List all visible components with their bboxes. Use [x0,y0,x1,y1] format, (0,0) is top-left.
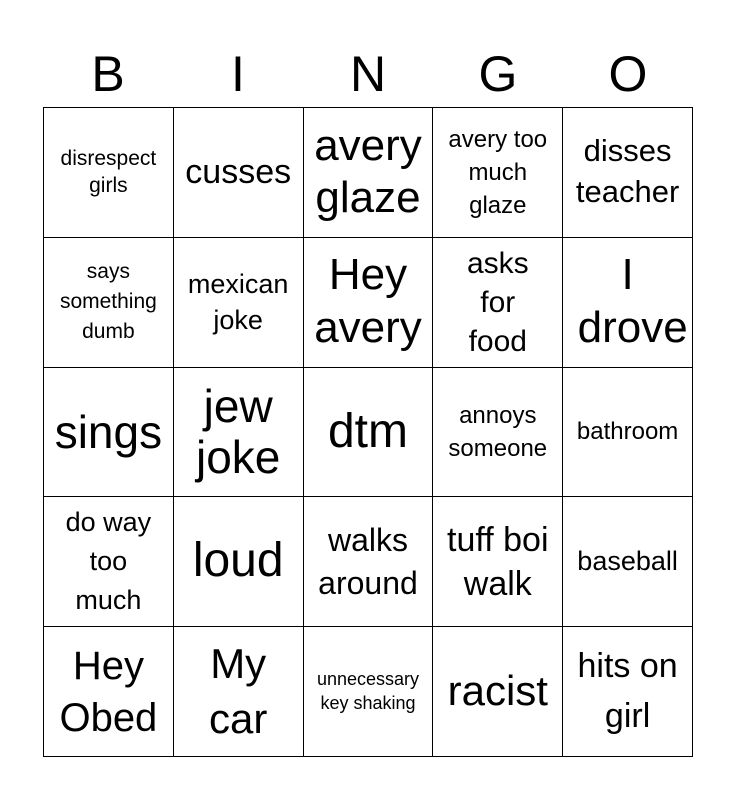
bingo-cell-r1c2[interactable] [174,108,304,238]
bingo-cell-r2c1[interactable] [44,238,174,368]
cell-text: asks for food [466,246,529,358]
bingo-cell-r2c5[interactable] [563,238,693,368]
cell-text: unnecessary key shaking [316,669,420,713]
bingo-cell-r3c3[interactable] [304,368,434,498]
cell-text: cusses [185,153,292,191]
cell-text: tuff boi walk [447,520,549,603]
cell-text: avery too much glaze [448,125,548,219]
bingo-cell-r4c4[interactable] [433,497,563,627]
cell-text: mexican joke [187,268,289,336]
header-letter-g: G [478,46,518,102]
header-letter-n: N [349,46,387,102]
cell-text: sings [54,405,163,458]
bingo-cell-r3c4[interactable] [433,368,563,498]
cell-text: racist [447,667,548,715]
cell-text: bathroom [576,418,679,446]
cell-text: hits on girl [577,647,678,735]
bingo-cell-r4c3[interactable] [304,497,434,627]
cell-text: do way too much [65,507,152,616]
cell-text: I drove [577,250,688,353]
bingo-cell-r5c5[interactable] [563,627,693,757]
cell-text: My car [209,640,268,742]
bingo-cell-r5c2[interactable] [174,627,304,757]
bingo-cell-r4c1[interactable] [44,497,174,627]
bingo-cell-r3c2[interactable] [174,368,304,498]
cell-text: Hey avery [314,250,422,353]
cell-text: disrespect girls [60,147,157,198]
bingo-cell-r5c3[interactable] [304,627,434,757]
bingo-cell-r4c2[interactable] [174,497,304,627]
bingo-cell-r1c1[interactable] [44,108,174,238]
bingo-cell-r3c5[interactable] [563,368,693,498]
header-letter-o: O [608,46,648,102]
bingo-cell-r4c5[interactable] [563,497,693,627]
cell-text: walks around [318,521,418,601]
header-letter-b: B [91,46,125,102]
bingo-cell-r1c4[interactable] [433,108,563,238]
cell-text: avery glaze [314,120,422,223]
bingo-cell-r5c1[interactable] [44,627,174,757]
bingo-cell-r2c2[interactable] [174,238,304,368]
bingo-cell-r5c4[interactable] [433,627,563,757]
cell-text: says something dumb [59,259,157,344]
cell-text: dtm [327,404,408,458]
bingo-cell-r3c1[interactable] [44,368,174,498]
cell-text: baseball [577,546,678,577]
bingo-cell-r2c3[interactable] [304,238,434,368]
cell-text: disses teacher [575,133,680,210]
cell-text: Hey Obed [59,643,158,740]
cell-text: jew joke [195,380,281,483]
cell-text: annoys someone [448,401,548,462]
bingo-cell-r1c5[interactable] [563,108,693,238]
bingo-header [43,40,693,108]
bingo-cell-r2c4[interactable] [433,238,563,368]
header-letter-i: I [231,46,245,102]
bingo-grid [43,107,693,757]
cell-text: loud [192,534,284,588]
bingo-cell-r1c3[interactable] [304,108,434,238]
